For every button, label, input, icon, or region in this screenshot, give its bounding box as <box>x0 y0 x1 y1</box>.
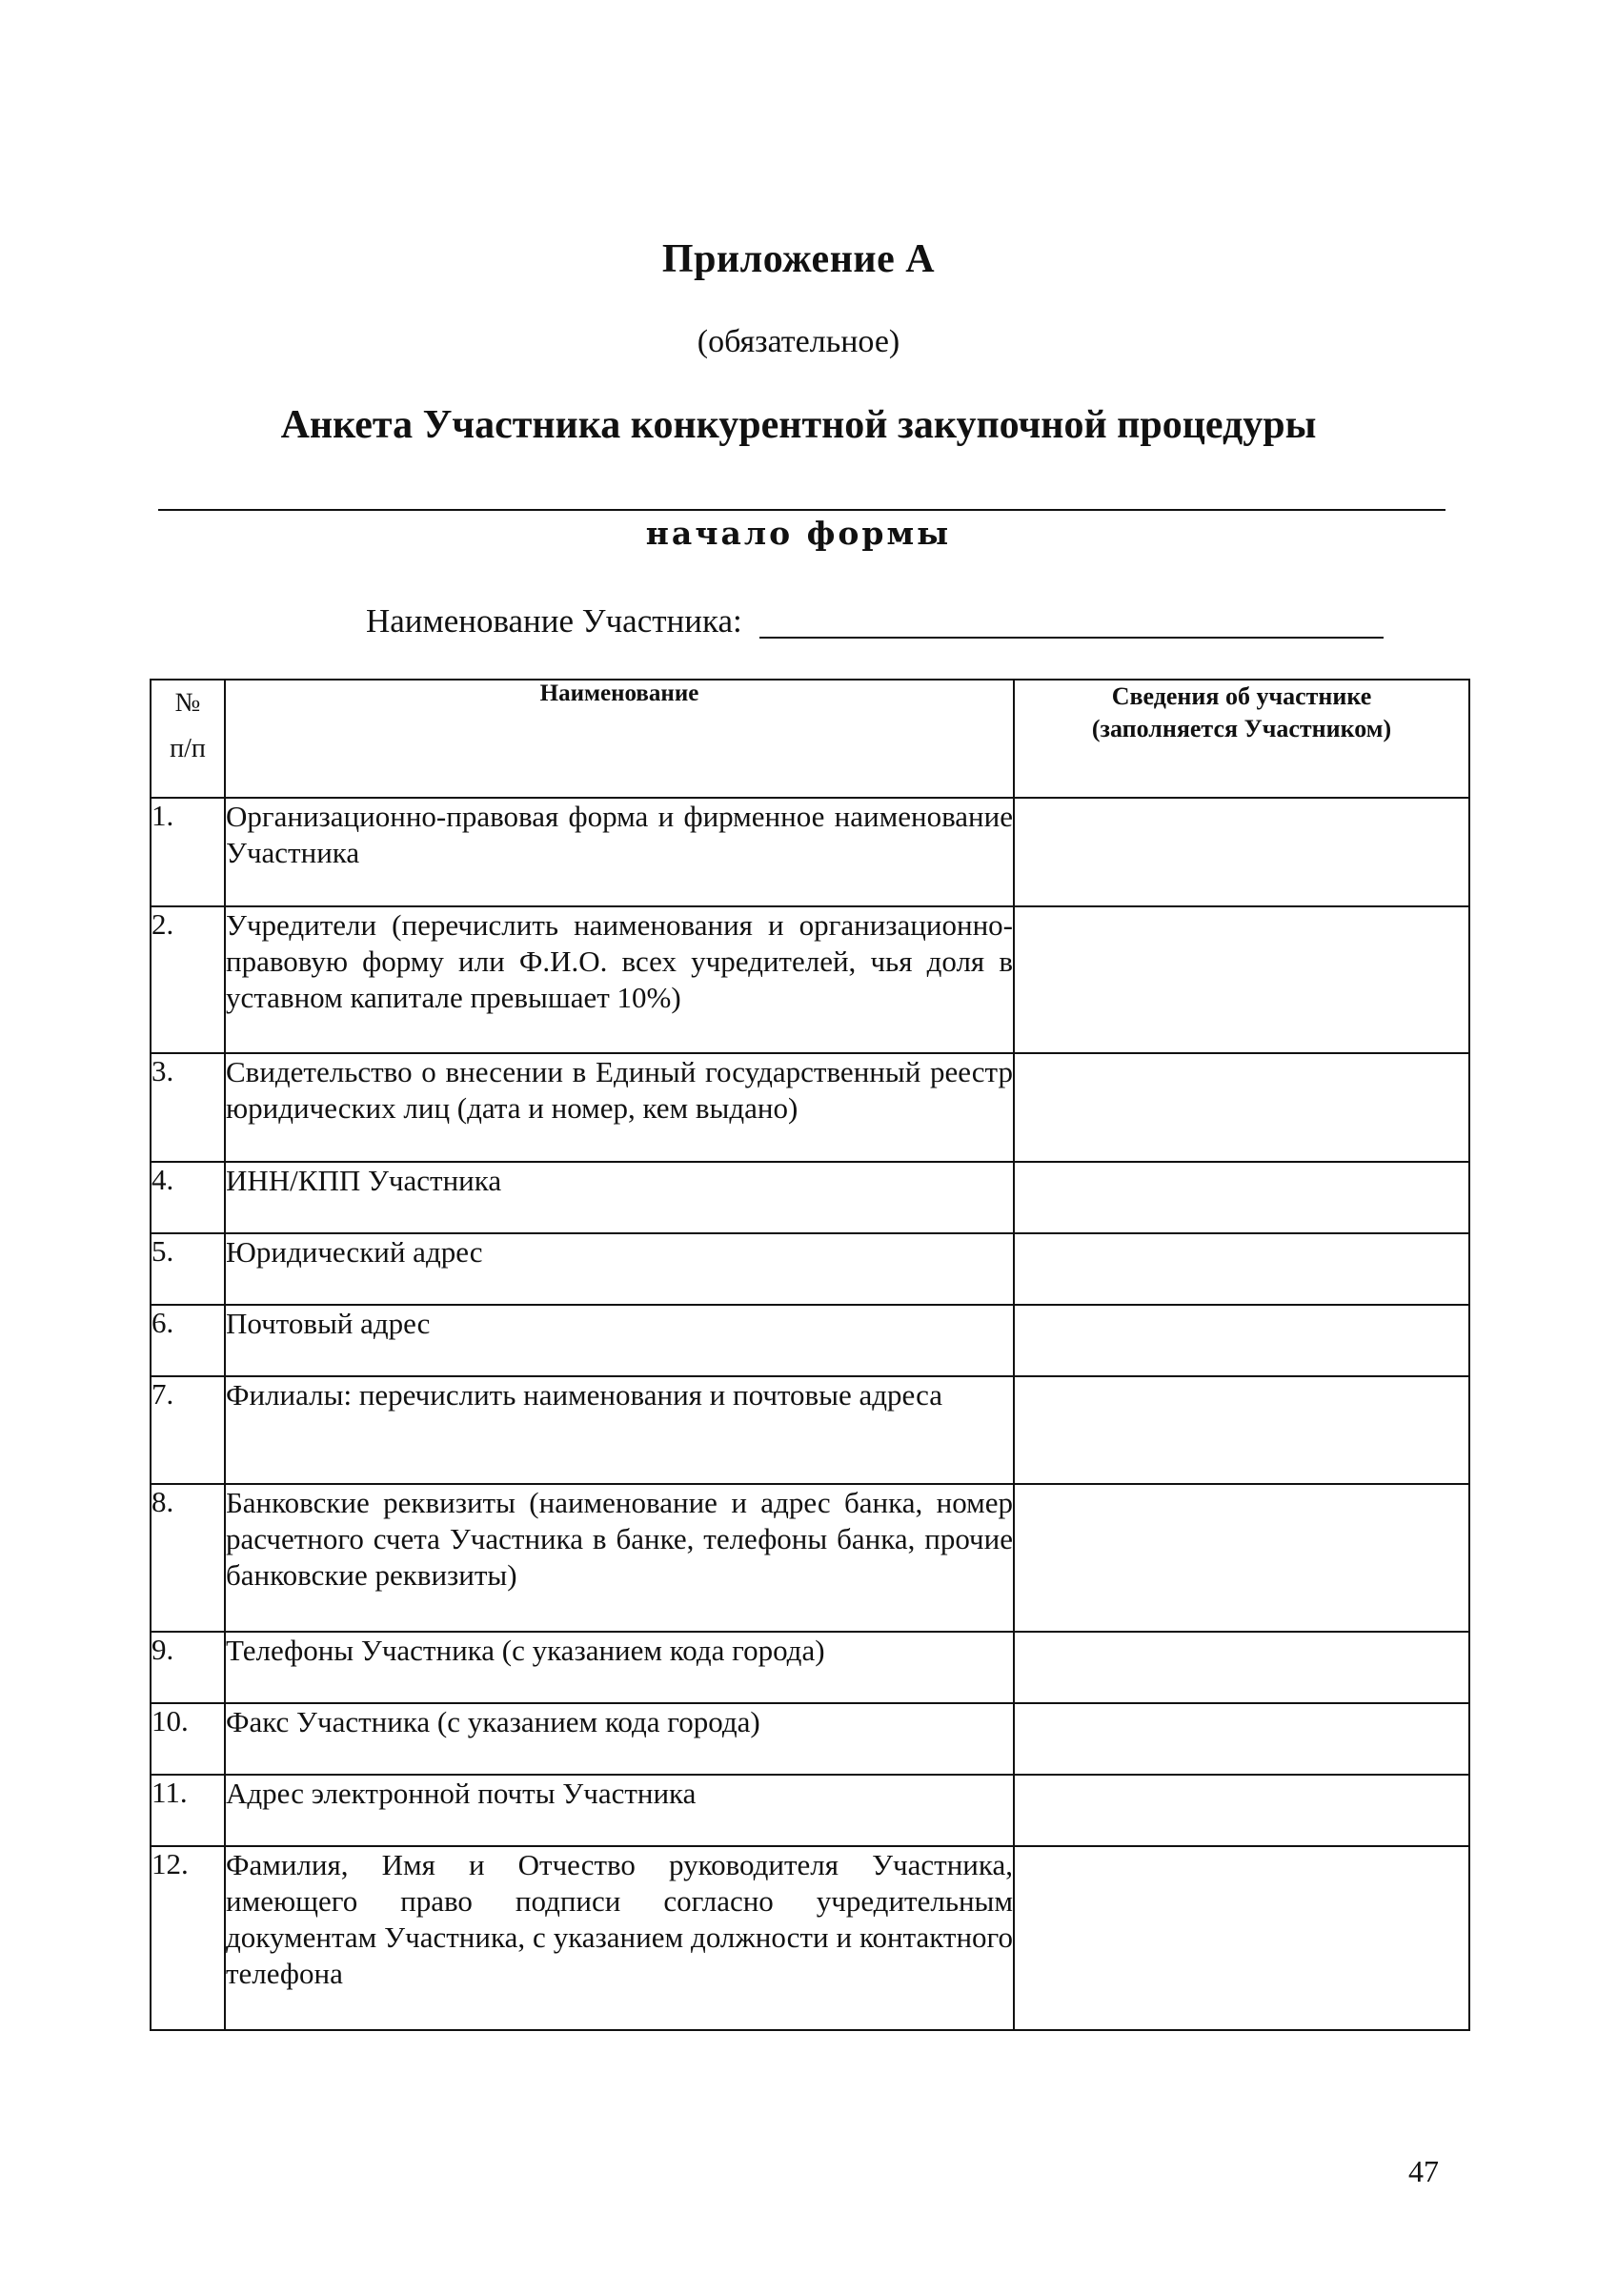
table-row <box>151 1703 1469 1775</box>
header-info-line1: Сведения об участнике <box>1111 682 1372 710</box>
row-answer-cell[interactable] <box>1014 1484 1469 1632</box>
row-number: 6. <box>151 1305 225 1376</box>
participant-survey-table <box>150 679 1470 2031</box>
header-participant-info <box>1014 680 1469 798</box>
row-answer-cell[interactable] <box>1014 1703 1469 1775</box>
row-answer-cell[interactable] <box>1014 906 1469 1053</box>
row-name: Адрес электронной почты Участника <box>225 1775 1014 1846</box>
row-answer-cell[interactable] <box>1014 1053 1469 1162</box>
header-info-line2: (заполняется Участником) <box>1091 715 1392 742</box>
document-heading: Анкета Участника конкурентной закупочной процедуры <box>280 403 1317 447</box>
row-name: Банковские реквизиты (наименование и адрес банка, номер расчетного счета Участника в банке, телефоны банка, прочие банковские реквизиты) <box>225 1484 1014 1632</box>
row-name: Свидетельство о внесении в Единый государственный реестр юридических лиц (дата и номер, кем выдано) <box>225 1053 1014 1162</box>
page-number: 47 <box>1408 2154 1439 2188</box>
row-name: Юридический адрес <box>225 1233 1014 1305</box>
row-answer-cell[interactable] <box>1014 1233 1469 1305</box>
row-name: Почтовый адрес <box>225 1305 1014 1376</box>
row-number: 9. <box>151 1632 225 1703</box>
row-name: Фамилия, Имя и Отчество руководителя Участника, имеющего право подписи согласно учредительным документам Участника, с указанием должности и контактного телефона <box>225 1846 1014 2030</box>
row-number: 12. <box>151 1846 225 2030</box>
table-row <box>151 906 1469 1053</box>
row-name: Организационно-правовая форма и фирменное наименование Участника <box>225 798 1014 906</box>
table-row <box>151 1846 1469 2030</box>
table-row <box>151 1305 1469 1376</box>
header-number <box>151 680 225 798</box>
table-row <box>151 1484 1469 1632</box>
row-name: Телефоны Участника (с указанием кода города) <box>225 1632 1014 1703</box>
row-number: 2. <box>151 906 225 1053</box>
row-name: Факс Участника (с указанием кода города) <box>225 1703 1014 1775</box>
row-number: 8. <box>151 1484 225 1632</box>
row-number: 3. <box>151 1053 225 1162</box>
table-row <box>151 1233 1469 1305</box>
row-answer-cell[interactable] <box>1014 1162 1469 1233</box>
table-header-row <box>151 680 1469 798</box>
row-answer-cell[interactable] <box>1014 798 1469 906</box>
participant-name-label: Наименование Участника: <box>366 602 742 640</box>
row-answer-cell[interactable] <box>1014 1775 1469 1846</box>
header-name: Наименование <box>225 680 1014 798</box>
row-number: 7. <box>151 1376 225 1484</box>
table-row <box>151 798 1469 906</box>
appendix-title: Приложение А <box>661 237 936 281</box>
row-number: 4. <box>151 1162 225 1233</box>
form-start-rule <box>158 509 1445 511</box>
table-row <box>151 1632 1469 1703</box>
participant-name-row <box>366 595 1384 640</box>
row-answer-cell[interactable] <box>1014 1376 1469 1484</box>
row-number: 11. <box>151 1775 225 1846</box>
participant-name-field[interactable] <box>759 636 1384 639</box>
appendix-subtitle: (обязательное) <box>697 324 900 359</box>
row-answer-cell[interactable] <box>1014 1846 1469 2030</box>
header-number-symbol: № <box>174 688 201 718</box>
table-row <box>151 1053 1469 1162</box>
row-name: Учредители (перечислить наименования и организационно-правовую форму или Ф.И.О. всех учредителей, чья доля в уставном капитале превышает 10%) <box>225 906 1014 1053</box>
form-start-label: начало формы <box>645 515 952 552</box>
table-row <box>151 1162 1469 1233</box>
table-row <box>151 1376 1469 1484</box>
row-name: Филиалы: перечислить наименования и почтовые адреса <box>225 1376 1014 1484</box>
table-row <box>151 1775 1469 1846</box>
header-number-abbr: п/п <box>170 734 206 763</box>
row-name: ИНН/КПП Участника <box>225 1162 1014 1233</box>
row-number: 5. <box>151 1233 225 1305</box>
row-answer-cell[interactable] <box>1014 1632 1469 1703</box>
row-answer-cell[interactable] <box>1014 1305 1469 1376</box>
row-number: 1. <box>151 798 225 906</box>
row-number: 10. <box>151 1703 225 1775</box>
